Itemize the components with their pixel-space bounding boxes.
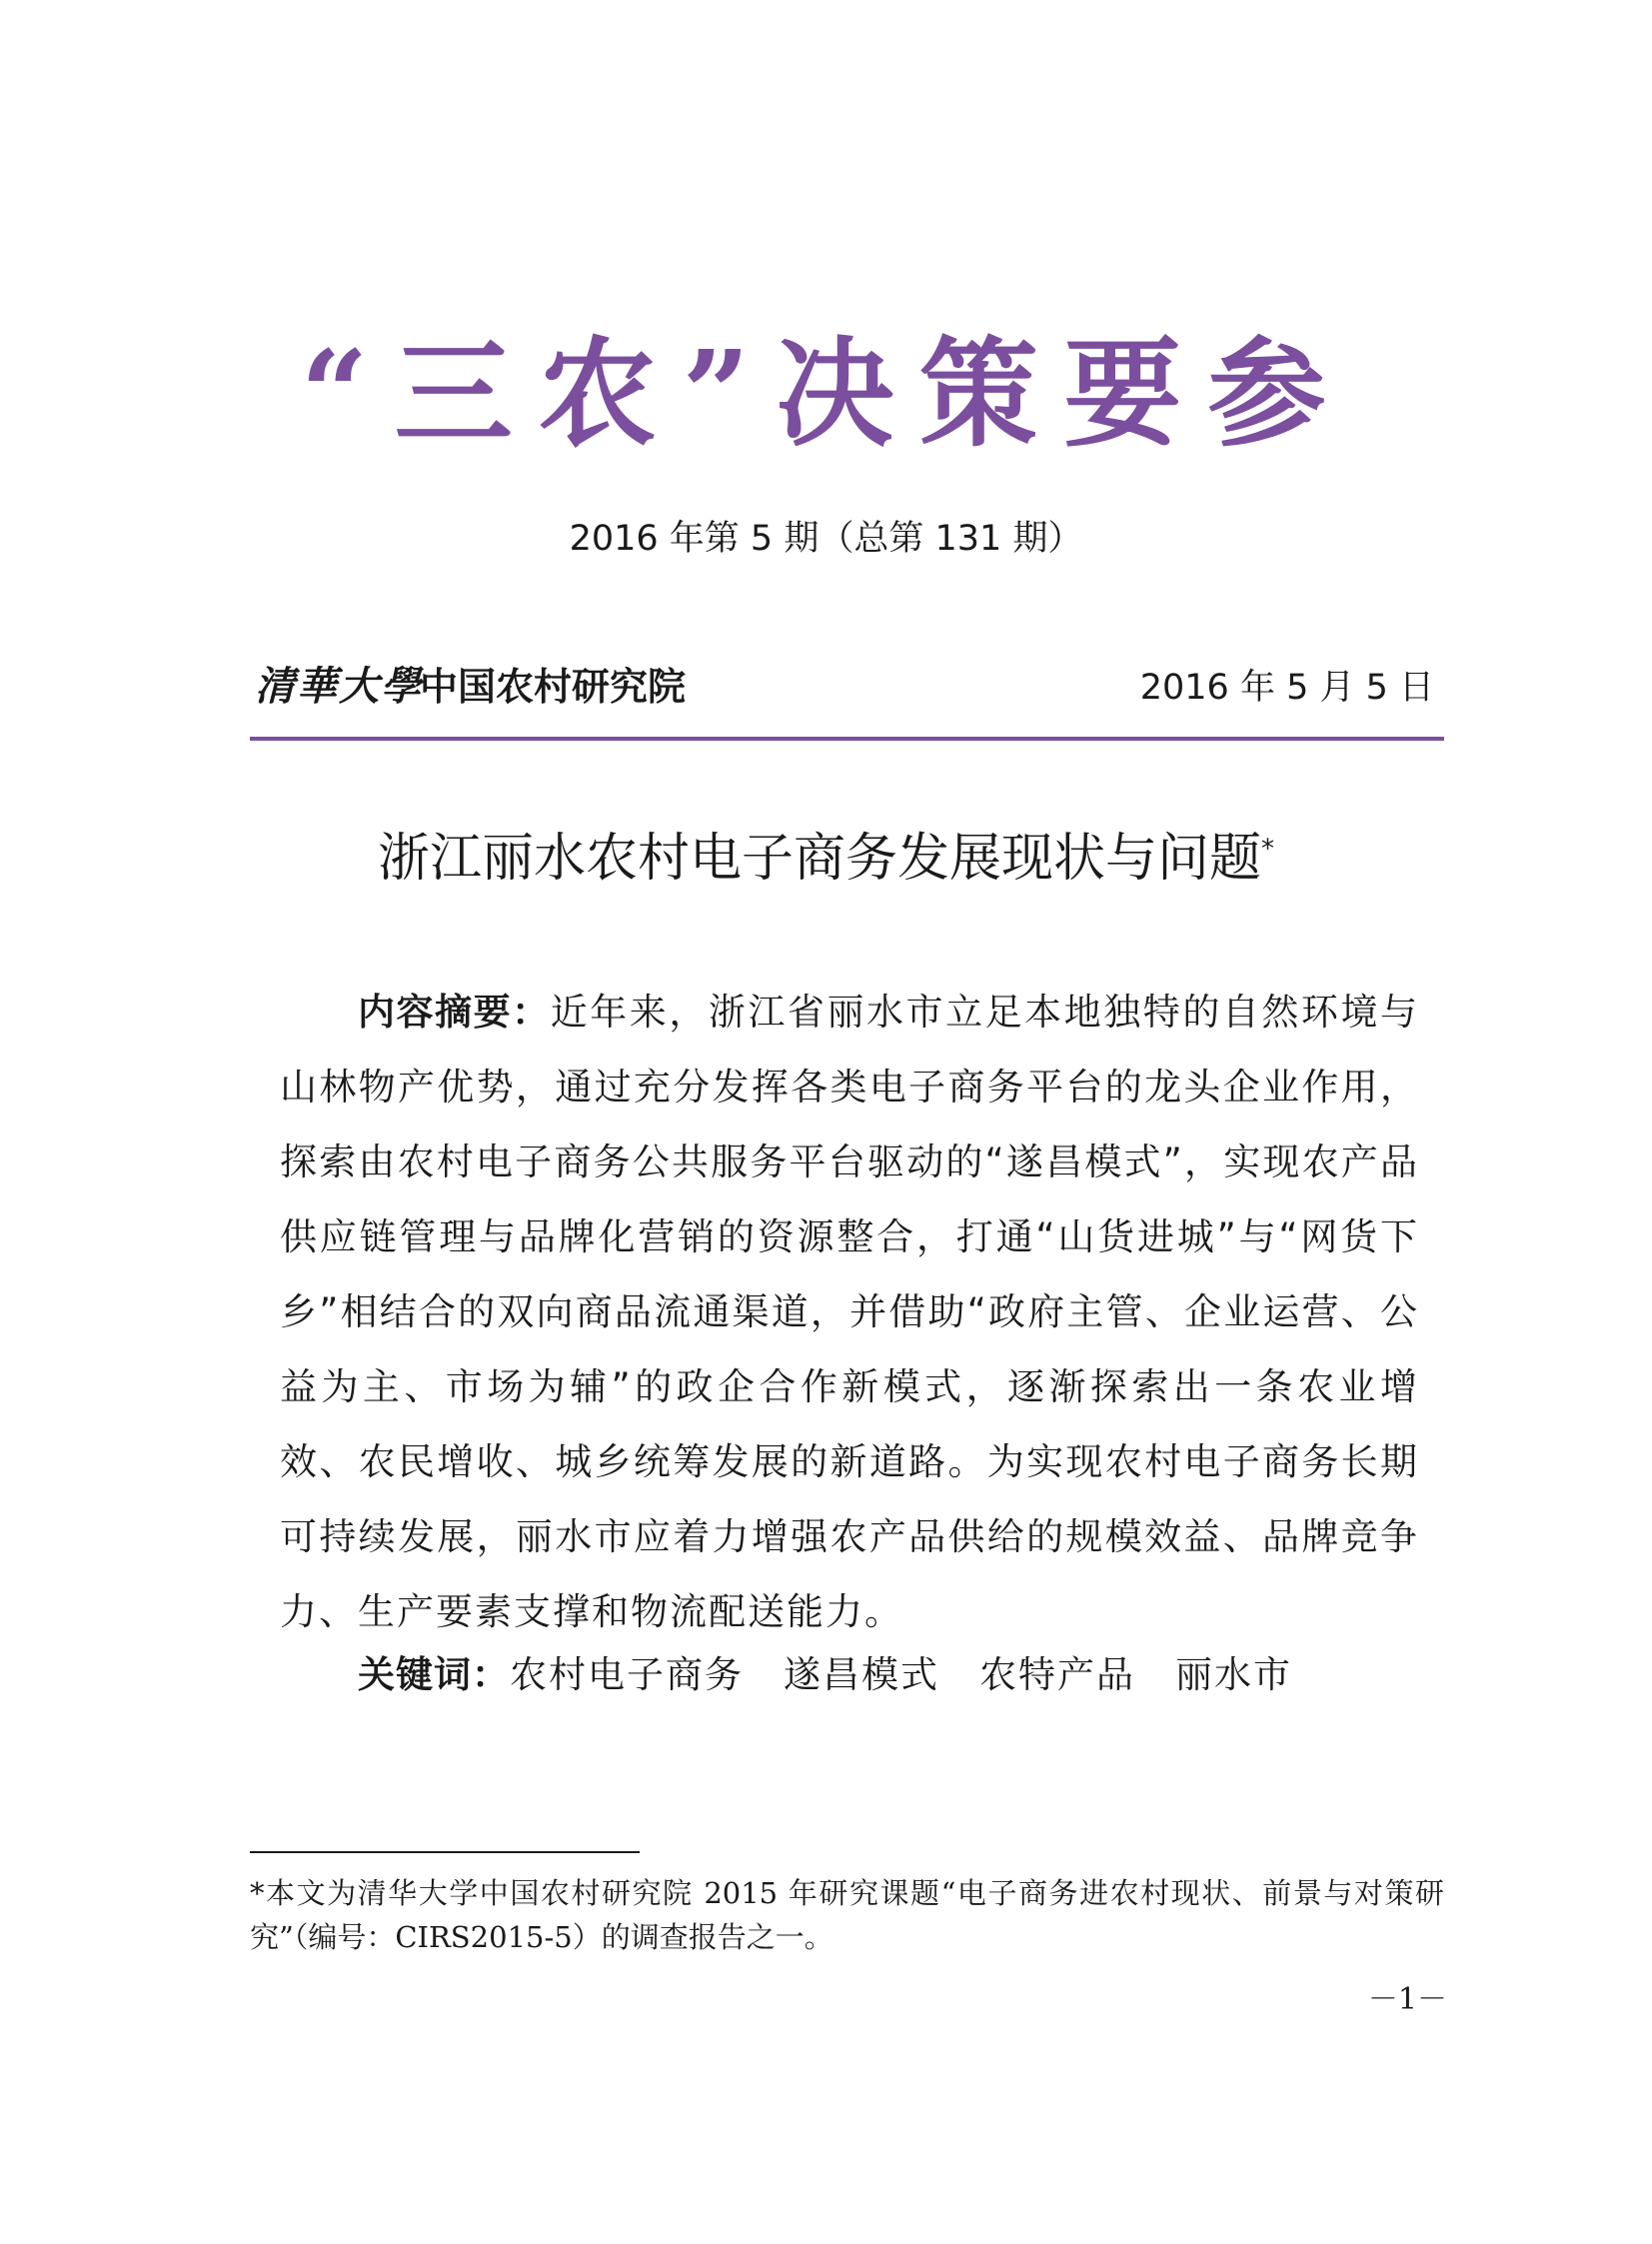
page-number: －1－ [1367, 1982, 1447, 2017]
keyword-item: 农特产品 [979, 1653, 1135, 1696]
issue-number: 2016 年第 5 期（总第 131 期） [569, 519, 1083, 559]
keyword-item: 丽水市 [1175, 1653, 1292, 1696]
article-title-text: 浙江丽水农村电子商务发展现状与问题 [377, 829, 1261, 889]
institute-name: 中国农村研究院 [420, 664, 687, 709]
abstract [280, 975, 1419, 1649]
keyword-item: 农村电子商务 [510, 1653, 744, 1696]
article-title [0, 828, 1652, 890]
footnote: *本文为清华大学中国农村研究院 2015 年研究课题“电子商务进农村现状、前景与对策研究”（编号：CIRS2015-5）的调查报告之一。 [250, 1876, 1444, 1954]
keywords [358, 1637, 1437, 1712]
abstract-label: 内容摘要： [358, 991, 551, 1034]
keywords-label: 关键词： [358, 1653, 510, 1696]
footnote-marker: * [1261, 834, 1274, 865]
header-divider [250, 737, 1444, 741]
keyword-item: 遂昌模式 [784, 1653, 939, 1696]
header-row [250, 663, 1444, 713]
publication-date: 2016 年 5 月 5 日 [1139, 668, 1434, 708]
footnote-divider [250, 1851, 640, 1853]
abstract-text: 近年来，浙江省丽水市立足本地独特的自然环境与山林物产优势，通过充分发挥各类电子商务平台的龙头企业作用，探索由农村电子商务公共服务平台驱动的“遂昌模式”，实现农产品供应链管理与品牌化营销的资源整合，打通“山货进城”与“网货下乡”相结合的双向商品流通渠道，并借助“政府主管、企业运营、公益为主、市场为辅”的政企合作新模式，逐渐探索出一条农业增效、农民增收、城乡统筹发展的新道路。为实现农村电子商务长期可持续发展，丽水市应着力增强农产品供给的规模效益、品牌竞争力、生产要素支撑和物流配送能力。 [280, 991, 1420, 1633]
university-logo: 清華大學 [255, 663, 423, 710]
masthead-title: “三农”决策要参 [300, 324, 1352, 463]
